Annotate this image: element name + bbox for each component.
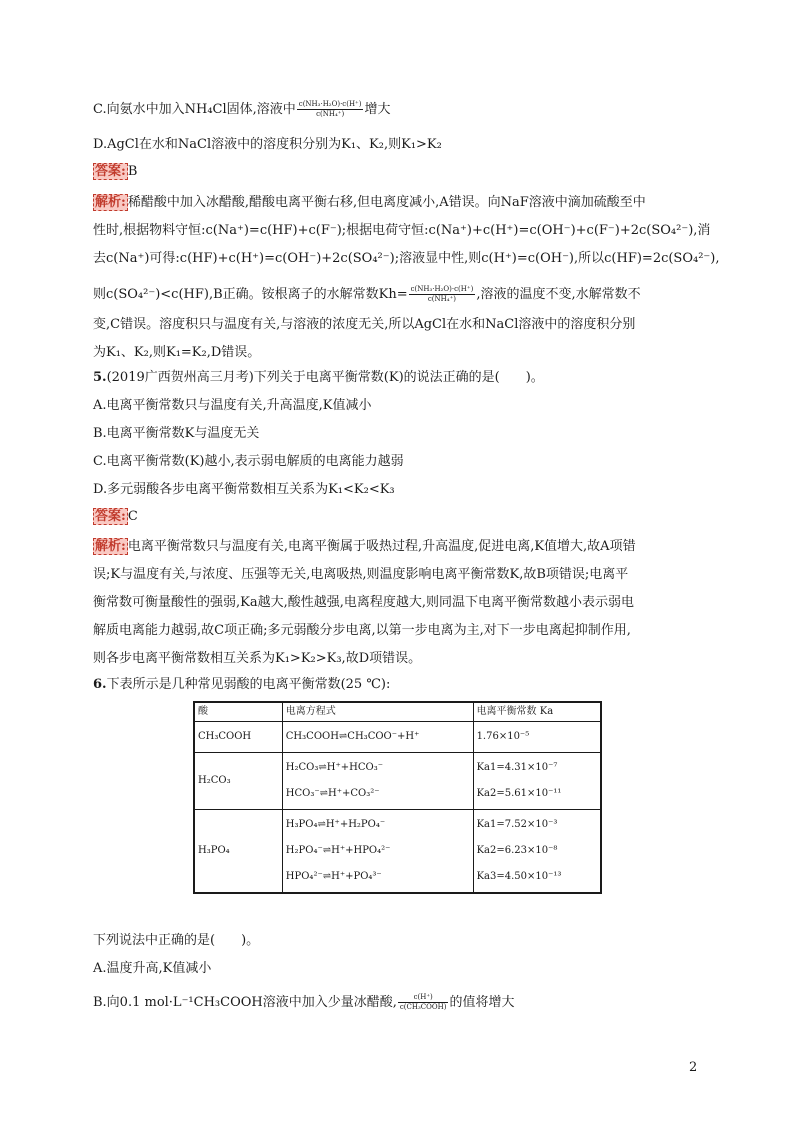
constant-cell: Ka1=4.31×10⁻⁷ Ka2=5.61×10⁻¹¹ <box>473 753 601 810</box>
answer-4 <box>93 163 703 181</box>
answer-5 <box>93 508 703 526</box>
ionization-constant-table <box>193 701 602 894</box>
option-c-text: C.向氨水中加入NH₄Cl固体,溶液中 <box>93 102 296 117</box>
explanation-4-line6: 为K₁、K₂,则K₁=K₂,D错误。 <box>93 345 261 360</box>
question-5-stem: 5.(2019广西贺州高三月考)下列关于电离平衡常数(K)的说法正确的是( )。 <box>93 370 544 385</box>
explanation-5-line1: 解析: 电离平衡常数只与温度有关,电离平衡属于吸热过程,升高温度,促进电离,K值增大,故A项错 <box>95 539 636 554</box>
table-header-cell: 电离方程式 <box>282 702 473 722</box>
fraction-kh: $\frac{\text{c(NH₃·H₂O)·c(H⁺)}}{\text{c(NH₄⁺)}}$ <box>410 285 474 303</box>
question-5-option-a: A.电离平衡常数只与温度有关,升高温度,K值减小 <box>93 398 372 413</box>
explanation-4-line1: 解析: 稀醋酸中加入冰醋酸,醋酸电离平衡右移,但电离度减小,A错误。向NaF溶液中滴加硫酸至中 <box>95 195 646 210</box>
answer-value: B <box>127 164 138 179</box>
question-6-option-b: B.向0.1 mol·L⁻¹CH₃COOH溶液中加入少量冰醋酸, $\frac{c(H^+)}{\text{c(CH₃COOH)}}$ 的值将增大 <box>93 993 515 1011</box>
fraction-h-ratio: $\frac{c(H^+)}{\text{c(CH₃COOH)}}$ <box>399 993 447 1011</box>
option-c-line: C.向氨水中加入NH₄Cl固体,溶液中 $\frac{\text{c(NH₃·H₂O)·c(H⁺)}}{\text{c(NH₄⁺)}}$ 增大 <box>93 100 391 118</box>
acid-cell: CH₃COOH <box>194 722 282 753</box>
equation-cell: CH₃COOH⇌CH₃COO⁻+H⁺ <box>282 722 473 753</box>
explanation-4-line5: 变,C错误。溶度积只与温度有关,与溶液的浓度无关,所以AgCl在水和NaCl溶液中的溶度积分别 <box>93 317 636 332</box>
question-5-option-c: C.电离平衡常数(K)越小,表示弱电解质的电离能力越弱 <box>93 454 404 469</box>
answer-label: 答案: <box>95 164 126 179</box>
answer-label: 答案: <box>95 509 126 524</box>
explanation-4-line4: 则c(SO₄²⁻)<c(HF),B正确。铵根离子的水解常数Kh= $\frac{\text{c(NH₃·H₂O)·c(H⁺)}}{\text{c(NH₄⁺)}}$ ,溶液的温度不变,水解常数不 <box>93 285 641 303</box>
explanation-5-line4: 解质电离能力越弱,故C项正确;多元弱酸分步电离,以第一步电离为主,对下一步电离起抑制作用, <box>93 623 631 638</box>
table-row <box>194 810 601 894</box>
table-header-cell: 电离平衡常数 Ka <box>473 702 601 722</box>
equation-cell: H₃PO₄⇌H⁺+H₂PO₄⁻ H₂PO₄⁻⇌H⁺+HPO₄²⁻ HPO₄²⁻⇌H⁺+PO₄³⁻ <box>282 810 473 894</box>
explanation-4-line2: 性时,根据物料守恒:c(Na⁺)=c(HF)+c(F⁻);根据电荷守恒:c(Na⁺)+c(H⁺)=c(OH⁻)+c(F⁻)+2c(SO₄²⁻),消 <box>93 223 711 238</box>
constant-cell: 1.76×10⁻⁵ <box>473 722 601 753</box>
question-5-option-d: D.多元弱酸各步电离平衡常数相互关系为K₁<K₂<K₃ <box>93 482 395 497</box>
acid-cell: H₂CO₃ <box>194 753 282 810</box>
table-row <box>194 722 601 753</box>
constant-cell: Ka1=7.52×10⁻³ Ka2=6.23×10⁻⁸ Ka3=4.50×10⁻¹³ <box>473 810 601 894</box>
explanation-5-line5: 则各步电离平衡常数相互关系为K₁>K₂>K₃,故D项错误。 <box>93 651 422 666</box>
question-6-stem: 6.下表所示是几种常见弱酸的电离平衡常数(25 ℃): <box>93 677 391 692</box>
explanation-label: 解析: <box>95 195 126 210</box>
table-header-row <box>194 702 601 722</box>
page-number: 2 <box>689 1060 698 1075</box>
answer-value: C <box>127 509 138 524</box>
option-d-line: D.AgCl在水和NaCl溶液中的溶度积分别为K₁、K₂,则K₁>K₂ <box>93 137 442 152</box>
question-5-option-b: B.电离平衡常数K与温度无关 <box>93 426 260 441</box>
question-6-prompt: 下列说法中正确的是( )。 <box>93 933 260 948</box>
explanation-5-line3: 衡常数可衡量酸性的强弱,Ka越大,酸性越强,电离程度越大,则同温下电离平衡常数越小表示弱电 <box>93 595 634 610</box>
table-header-cell: 酸 <box>194 702 282 722</box>
explanation-label: 解析: <box>95 539 126 554</box>
acid-cell: H₃PO₄ <box>194 810 282 894</box>
question-6-option-a: A.温度升高,K值减小 <box>93 961 212 976</box>
fraction-nh3: $\frac{\text{c(NH₃·H₂O)·c(H⁺)}}{\text{c(NH₄⁺)}}$ <box>298 100 362 118</box>
explanation-5-line2: 误;K与温度有关,与浓度、压强等无关,电离吸热,则温度影响电离平衡常数K,故B项错误;电离平 <box>93 567 629 582</box>
table-row <box>194 753 601 810</box>
equation-cell: H₂CO₃⇌H⁺+HCO₃⁻ HCO₃⁻⇌H⁺+CO₃²⁻ <box>282 753 473 810</box>
explanation-4-line3: 去c(Na⁺)可得:c(HF)+c(H⁺)=c(OH⁻)+2c(SO₄²⁻);溶液显中性,则c(H⁺)=c(OH⁻),所以c(HF)=2c(SO₄²⁻), <box>93 251 720 266</box>
